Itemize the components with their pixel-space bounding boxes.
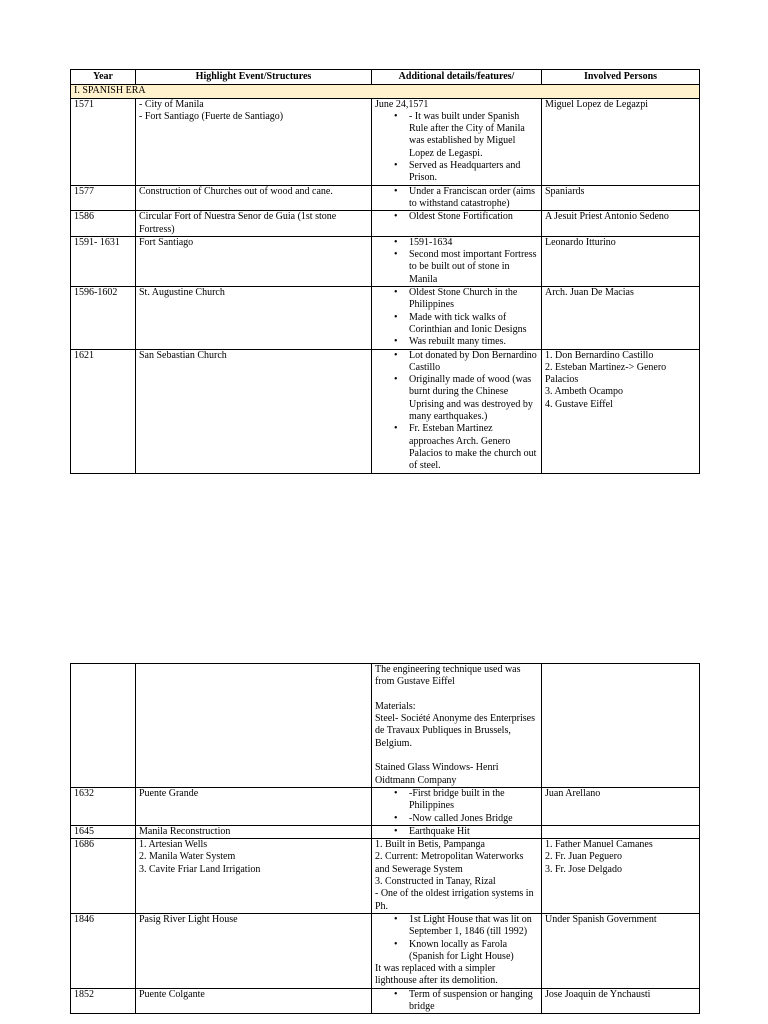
cell-persons [542,825,700,838]
cell-event [136,787,372,825]
event-line: 3. Cavite Friar Land Irrigation [139,863,261,875]
cell-details [372,839,542,914]
person-line: 4. Gustave Eiffel [545,398,613,410]
details-line: 1. Built in Betis, Pampanga [375,839,485,851]
cell-persons [542,98,700,185]
cell-year: 1596-1602 [71,287,136,349]
cell-event [136,988,372,1014]
bullet-item: • Second most important Fortress to be built out of stone in Manila [409,249,538,286]
cell-details [372,236,542,286]
cell-persons [542,913,700,988]
bullet-list [375,989,538,1014]
bullet-list [375,186,538,211]
bullet-list [375,211,538,223]
person-line: Juan Arellano [545,787,601,799]
event-line: Puente Grande [139,787,199,799]
header-event: Highlight Event/Structures [136,70,372,85]
cell-year: 1591- 1631 [71,236,136,286]
event-line: Pasig River Light House [139,913,238,925]
table-row [71,825,700,838]
bullet-item: • -Now called Jones Bridge [409,813,538,825]
bullet-item: • Made with tick walks of Corinthian and Ionic Designs [409,312,538,337]
bullet-item: • Was rebuilt many times. [409,336,538,348]
cell-event [136,664,372,788]
table-row [71,287,700,349]
cell-event [136,98,372,185]
cell-year [71,664,136,788]
cell-event [136,839,372,914]
details-line: 2. Current: Metropolitan Waterworks and Sewerage System [375,851,524,875]
person-line: Jose Joaquin de Ynchausti [545,988,651,1000]
bullet-item: • Originally made of wood (was burnt during the Chinese Uprising and was destroyed by many earthquakes.) [409,374,538,423]
blank-line [375,689,538,701]
cell-year: 1632 [71,787,136,825]
details-line: Materials: [375,700,416,712]
cell-year: 1577 [71,185,136,211]
person-line: 2. Esteban Martinez-> Genero Palacios [545,361,667,386]
bullet-item: • Under a Franciscan order (aims to withstand catastrophe) [409,186,538,211]
table-row [71,98,700,185]
bullet-item: • Fr. Esteban Martinez approaches Arch. Genero Palacios to make the church out of steel. [409,423,538,472]
cell-persons [542,185,700,211]
cell-details [372,913,542,988]
person-line: Arch. Juan De Macias [545,287,634,299]
cell-year: 1586 [71,211,136,237]
bullet-item: • Known locally as Farola (Spanish for Light House) [409,939,538,964]
person-line: 2. Fr. Juan Peguero [545,851,622,863]
person-line: A Jesuit Priest Antonio Sedeno [545,211,669,223]
events-table-continued [70,663,700,1014]
bullet-list [375,287,538,348]
bullet-list [375,826,538,838]
details-line: It was replaced with a simpler lighthouse after its demolition. [375,963,498,987]
cell-details [372,825,542,838]
cell-details [372,664,542,788]
cell-details [372,349,542,473]
era-label: I. SPANISH ERA [71,85,700,98]
table-row [71,236,700,286]
details-line: June 24,1571 [375,98,429,110]
cell-event [136,349,372,473]
cell-event [136,211,372,237]
cell-details [372,211,542,237]
person-line: 3. Fr. Jose Delgado [545,863,622,875]
event-line: Fort Santiago [139,236,194,248]
bullet-item: • 1st Light House that was lit on September 1, 1846 (till 1992) [409,914,538,939]
cell-persons [542,839,700,914]
table-row [71,349,700,473]
cell-event [136,287,372,349]
details-line: 3. Constructed in Tanay, Rizal [375,876,496,888]
event-line: - Fort Santiago (Fuerte de Santiago) [139,110,284,122]
bullet-list [375,237,538,286]
cell-persons [542,211,700,237]
event-line: Construction of Churches out of wood and cane. [139,185,333,197]
person-line: 3. Ambeth Ocampo [545,386,624,398]
person-line: 1. Don Bernardino Castillo [545,349,654,361]
cell-year: 1571 [71,98,136,185]
cell-details [372,287,542,349]
person-line: Miguel Lopez de Legazpi [545,98,649,110]
cell-persons [542,236,700,286]
cell-year: 1846 [71,913,136,988]
table-row [71,185,700,211]
bullet-list [375,111,538,185]
cell-persons [542,988,700,1014]
cell-details [372,988,542,1014]
event-line: Puente Colgante [139,988,205,1000]
table-row [71,988,700,1014]
cell-persons [542,287,700,349]
bullet-item: • Earthquake Hit [409,826,538,838]
bullet-list [375,788,538,825]
era-row [71,85,700,98]
event-line: St. Augustine Church [139,287,225,299]
details-line: Stained Glass Windows- Henri Oidtmann Company [375,762,499,786]
event-line: Circular Fort of Nuestra Senor de Guia (1st stone Fortress) [139,211,337,235]
bullet-item: • Lot donated by Don Bernardino Castillo [409,350,538,375]
events-table-spanish-era [70,69,700,474]
cell-year: 1645 [71,825,136,838]
event-line: 1. Artesian Wells [139,839,208,851]
cell-persons [542,349,700,473]
bullet-list [375,914,538,963]
details-line: - One of the oldest irrigation systems in Ph. [375,888,534,912]
person-line: Leonardo Itturino [545,236,616,248]
cell-event [136,236,372,286]
header-year: Year [71,70,136,85]
table-row [71,664,700,788]
details-line: Steel- Société Anonyme des Enterprises de Travaux Publiques in Brussels, Belgium. [375,713,535,749]
event-line: 2. Manila Water System [139,851,236,863]
event-line: San Sebastian Church [139,349,227,361]
bullet-item: • Term of suspension or hanging bridge [409,989,538,1014]
bullet-item: • Served as Headquarters and Prison. [409,160,538,185]
cell-year: 1852 [71,988,136,1014]
header-details: Additional details/features/ [372,70,542,85]
cell-event [136,825,372,838]
cell-persons [542,787,700,825]
person-line: 1. Father Manuel Camanes [545,839,653,851]
cell-event [136,913,372,988]
cell-persons [542,664,700,788]
header-persons: Involved Persons [542,70,700,85]
cell-year: 1686 [71,839,136,914]
cell-details [372,185,542,211]
person-line: Spaniards [545,185,585,197]
bullet-item: • Oldest Stone Church in the Philippines [409,287,538,312]
cell-year: 1621 [71,349,136,473]
cell-details [372,98,542,185]
event-line: Manila Reconstruction [139,825,231,837]
bullet-list [375,350,538,473]
details-line: The engineering technique used was from Gustave Eiffel [375,664,521,688]
bullet-item: • - It was built under Spanish Rule after the City of Manila was established by Miguel Lopez de Legaspi. [409,111,538,160]
cell-event [136,185,372,211]
table-row [71,787,700,825]
bullet-item: • -First bridge built in the Philippines [409,788,538,813]
table-row [71,913,700,988]
person-line: Under Spanish Government [545,913,657,925]
event-line: - City of Manila [139,98,204,110]
table-header-row [71,70,700,85]
blank-line [375,750,538,762]
bullet-item: • Oldest Stone Fortification [409,211,538,223]
cell-details [372,787,542,825]
table-row [71,839,700,914]
bullet-item: • 1591-1634 [409,237,538,249]
table-row [71,211,700,237]
